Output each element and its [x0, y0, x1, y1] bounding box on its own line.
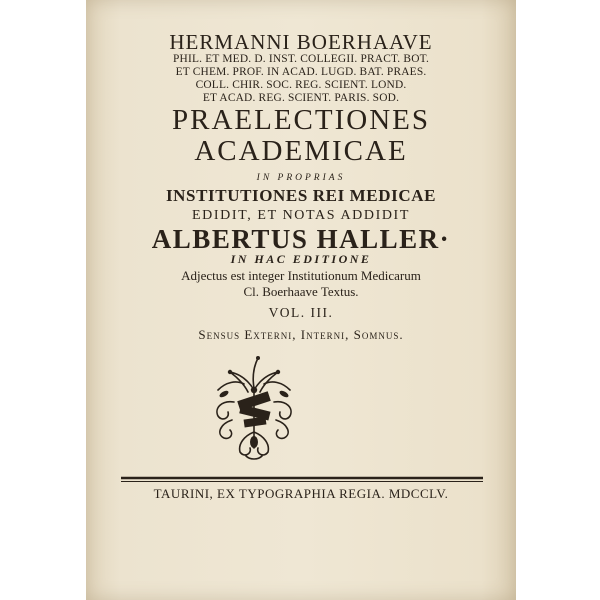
- edidit-line: EDIDIT, ET NOTAS ADDIDIT: [192, 208, 410, 223]
- author-credentials-line-3: COLL. CHIR. SOC. REG. SCIENT. LOND.: [195, 79, 407, 91]
- adjectus-line-2: Cl. Boerhaave Textus.: [243, 284, 359, 299]
- author-name: HERMANNI BOERHAAVE: [169, 30, 433, 54]
- book-title-line-2: ACADEMICAE: [194, 135, 408, 167]
- author-credentials-line-2: ET CHEM. PROF. IN ACAD. LUGD. BAT. PRAES.: [175, 66, 427, 78]
- volume-number: VOL. III.: [268, 305, 334, 320]
- book-title-line-1: PRAELECTIONES: [172, 104, 430, 136]
- author-credentials-line-1: PHIL. ET MED. D. INST. COLLEGII. PRACT. BOT.: [172, 53, 429, 65]
- imprint-line: TAURINI, EX TYPOGRAPHIA REGIA. MDCCLV.: [153, 486, 449, 501]
- in-hac-editione-line: IN HAC EDITIONE: [230, 252, 372, 266]
- editor-name: ALBERTUS HALLER·: [151, 224, 451, 254]
- title-page: [86, 0, 516, 600]
- in-proprias-line: IN PROPRIAS: [256, 173, 346, 183]
- volume-contents: Sensus Externi, Interni, Somnus.: [198, 327, 404, 342]
- author-credentials-line-4: ET ACAD. REG. SCIENT. PARIS. SOD.: [202, 92, 400, 104]
- institutiones-line: INSTITUTIONES REI MEDICAE: [165, 186, 437, 205]
- floral-ornament-icon: [204, 350, 304, 462]
- adjectus-line-1: Adjectus est integer Institutionum Medicarum: [181, 268, 421, 283]
